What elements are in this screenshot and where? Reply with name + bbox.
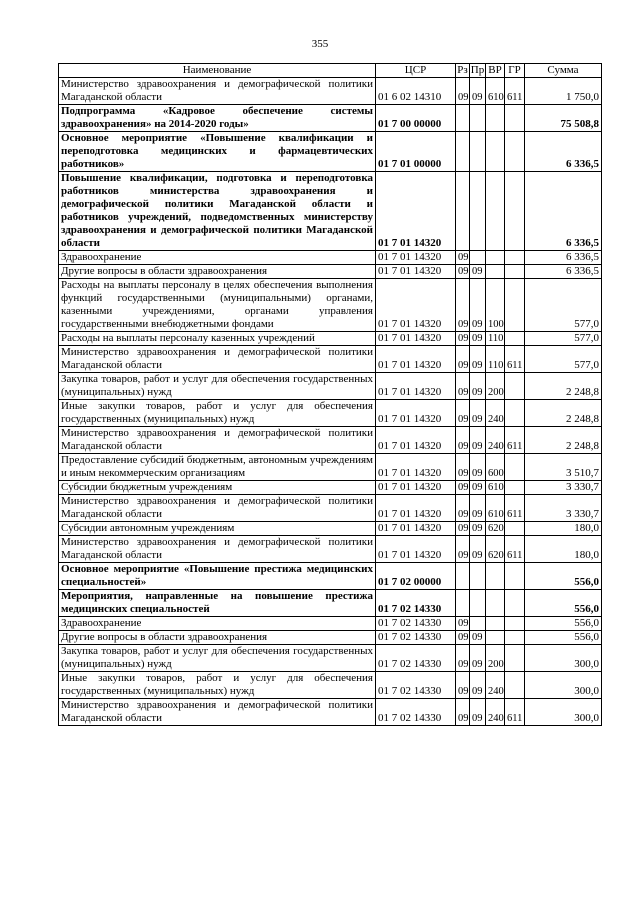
cell-name: Другие вопросы в области здравоохранения [59,631,376,645]
cell-vr: 240 [486,672,505,699]
cell-rz: 09 [456,699,470,726]
cell-rz [456,172,470,251]
cell-pr: 09 [470,631,486,645]
cell-gr [505,400,525,427]
cell-gr [505,332,525,346]
cell-sum: 6 336,5 [525,265,602,279]
cell-rz: 09 [456,332,470,346]
cell-gr: 611 [505,536,525,563]
cell-csr: 01 7 02 14330 [376,590,456,617]
table-row [59,536,602,563]
cell-csr: 01 7 01 14320 [376,481,456,495]
cell-csr: 01 7 02 14330 [376,672,456,699]
cell-sum: 577,0 [525,279,602,332]
cell-sum: 577,0 [525,346,602,373]
cell-rz: 09 [456,617,470,631]
cell-csr: 01 7 01 14320 [376,427,456,454]
cell-name: Расходы на выплаты персоналу казенных учреждений [59,332,376,346]
cell-sum: 300,0 [525,672,602,699]
cell-csr: 01 7 01 14320 [376,265,456,279]
cell-sum: 6 336,5 [525,172,602,251]
cell-csr: 01 7 02 14330 [376,645,456,672]
cell-vr [486,631,505,645]
cell-pr: 09 [470,481,486,495]
cell-rz: 09 [456,454,470,481]
cell-vr [486,132,505,172]
cell-csr: 01 7 01 14320 [376,522,456,536]
cell-name: Мероприятия, направленные на повышение престижа медицинских специальностей [59,590,376,617]
cell-vr: 200 [486,373,505,400]
cell-pr: 09 [470,373,486,400]
cell-gr [505,563,525,590]
table-row [59,563,602,590]
cell-vr: 600 [486,454,505,481]
table-row [59,332,602,346]
cell-gr [505,251,525,265]
cell-name: Подпрограмма «Кадровое обеспечение системы здравоохранения» на 2014-2020 годы» [59,105,376,132]
header-pr: Пр [470,64,485,76]
cell-gr: 611 [505,427,525,454]
cell-sum: 6 336,5 [525,251,602,265]
cell-name: Основное мероприятие «Повышение престижа медицинских специальностей» [59,563,376,590]
cell-pr: 09 [470,332,486,346]
table-row [59,373,602,400]
page-number: 355 [311,38,329,50]
cell-pr [470,172,486,251]
cell-name: Здравоохранение [59,617,376,631]
cell-sum: 3 330,7 [525,481,602,495]
table-row [59,454,602,481]
cell-pr: 09 [470,495,486,522]
cell-pr [470,590,486,617]
cell-sum: 2 248,8 [525,373,602,400]
cell-sum: 3 510,7 [525,454,602,481]
cell-vr [486,172,505,251]
cell-gr [505,454,525,481]
cell-rz: 09 [456,346,470,373]
cell-pr: 09 [470,522,486,536]
cell-rz [456,590,470,617]
cell-name: Предоставление субсидий бюджетным, автономным учреждениям и иным некоммерческим организациям [59,454,376,481]
cell-csr: 01 7 01 00000 [376,132,456,172]
cell-csr: 01 7 01 14320 [376,454,456,481]
cell-name: Другие вопросы в области здравоохранения [59,265,376,279]
cell-gr [505,265,525,279]
cell-pr: 09 [470,645,486,672]
cell-name: Министерство здравоохранения и демографической политики Магаданской области [59,346,376,373]
cell-gr: 611 [505,78,525,105]
cell-vr: 240 [486,699,505,726]
cell-csr: 01 7 00 00000 [376,105,456,132]
table-row [59,427,602,454]
cell-rz [456,105,470,132]
cell-gr [505,590,525,617]
cell-pr: 09 [470,400,486,427]
cell-csr: 01 7 02 14330 [376,699,456,726]
cell-gr [505,132,525,172]
cell-rz: 09 [456,631,470,645]
cell-vr: 240 [486,400,505,427]
table-row [59,279,602,332]
cell-gr [505,617,525,631]
table-row [59,617,602,631]
table-row [59,251,602,265]
cell-gr [505,105,525,132]
cell-rz: 09 [456,265,470,279]
cell-name: Субсидии бюджетным учреждениям [59,481,376,495]
cell-gr [505,373,525,400]
cell-rz: 09 [456,251,470,265]
cell-csr: 01 7 01 14320 [376,373,456,400]
cell-pr: 09 [470,699,486,726]
cell-csr: 01 7 02 14330 [376,617,456,631]
cell-rz [456,132,470,172]
cell-rz: 09 [456,400,470,427]
cell-vr: 610 [486,495,505,522]
cell-csr: 01 7 01 14320 [376,400,456,427]
cell-gr [505,279,525,332]
cell-vr: 110 [486,346,505,373]
cell-sum: 180,0 [525,536,602,563]
cell-gr [505,645,525,672]
cell-pr [470,105,486,132]
cell-pr [470,563,486,590]
cell-rz: 09 [456,373,470,400]
cell-rz: 09 [456,279,470,332]
cell-rz: 09 [456,645,470,672]
table-row [59,400,602,427]
cell-name: Повышение квалификации, подготовка и переподготовка работников министерства здравоохранения и демографической политики Магаданской области и работников учреждений, подведомственных министерству здравоохранения и демографической политики Магаданской области [59,172,376,251]
cell-vr [486,265,505,279]
cell-gr: 611 [505,699,525,726]
table-body [59,78,602,726]
cell-sum: 6 336,5 [525,132,602,172]
cell-vr: 620 [486,536,505,563]
cell-sum: 300,0 [525,645,602,672]
cell-rz: 09 [456,672,470,699]
cell-pr: 09 [470,279,486,332]
table-row [59,699,602,726]
table-row [59,346,602,373]
table-row [59,105,602,132]
cell-csr: 01 7 01 14320 [376,536,456,563]
cell-name: Основное мероприятие «Повышение квалификации и переподготовка медицинских и фармацевтических работников» [59,132,376,172]
cell-vr: 610 [486,78,505,105]
cell-csr: 01 7 01 14320 [376,251,456,265]
cell-rz: 09 [456,536,470,563]
cell-vr [486,590,505,617]
cell-name: Иные закупки товаров, работ и услуг для обеспечения государственных (муниципальных) нужд [59,672,376,699]
cell-gr [505,481,525,495]
cell-name: Субсидии автономным учреждениям [59,522,376,536]
cell-rz: 09 [456,522,470,536]
cell-rz: 09 [456,427,470,454]
cell-sum: 1 750,0 [525,78,602,105]
cell-pr: 09 [470,265,486,279]
header-gr: ГР [505,64,525,78]
table-row [59,672,602,699]
cell-sum: 2 248,8 [525,400,602,427]
cell-vr: 240 [486,427,505,454]
cell-sum: 556,0 [525,631,602,645]
cell-csr: 01 7 01 14320 [376,332,456,346]
cell-sum: 556,0 [525,617,602,631]
cell-vr: 200 [486,645,505,672]
cell-name: Закупка товаров, работ и услуг для обеспечения государственных (муниципальных) нужд [59,645,376,672]
table-row [59,132,602,172]
cell-rz: 09 [456,78,470,105]
table-header-row [59,64,602,78]
cell-csr: 01 7 01 14320 [376,279,456,332]
header-name: Наименование [59,64,376,78]
cell-vr [486,617,505,631]
cell-csr: 01 7 02 00000 [376,563,456,590]
cell-pr [470,617,486,631]
cell-name: Министерство здравоохранения и демографической политики Магаданской области [59,536,376,563]
header-rz: Рз [457,64,468,76]
cell-csr: 01 7 01 14320 [376,172,456,251]
cell-vr: 110 [486,332,505,346]
cell-pr [470,251,486,265]
cell-name: Расходы на выплаты персоналу в целях обеспечения выполнения функций государственными (муниципальными) органами, казенными учреждениями, органами управления государственными внебюджетными фондами [59,279,376,332]
cell-name: Закупка товаров, работ и услуг для обеспечения государственных (муниципальных) нужд [59,373,376,400]
cell-csr: 01 7 01 14320 [376,346,456,373]
table-row [59,78,602,105]
cell-sum: 180,0 [525,522,602,536]
cell-gr: 611 [505,495,525,522]
table-row [59,481,602,495]
cell-name: Министерство здравоохранения и демографической политики Магаданской области [59,427,376,454]
cell-sum: 556,0 [525,590,602,617]
cell-pr: 09 [470,672,486,699]
cell-vr: 610 [486,481,505,495]
header-vr: ВР [486,64,505,78]
table-row [59,645,602,672]
cell-csr: 01 7 01 14320 [376,495,456,522]
cell-sum: 577,0 [525,332,602,346]
cell-sum: 3 330,7 [525,495,602,522]
table-row [59,495,602,522]
cell-rz [456,563,470,590]
cell-vr [486,105,505,132]
cell-gr [505,631,525,645]
cell-vr [486,251,505,265]
cell-pr: 09 [470,454,486,481]
header-sum: Сумма [525,64,602,78]
cell-sum: 2 248,8 [525,427,602,454]
cell-pr [470,132,486,172]
table-row [59,631,602,645]
cell-gr: 611 [505,346,525,373]
cell-vr [486,563,505,590]
cell-pr: 09 [470,427,486,454]
cell-name: Министерство здравоохранения и демографической политики Магаданской области [59,699,376,726]
cell-name: Министерство здравоохранения и демографической политики Магаданской области [59,495,376,522]
table-row [59,172,602,251]
cell-vr: 100 [486,279,505,332]
cell-rz: 09 [456,495,470,522]
cell-csr: 01 7 02 14330 [376,631,456,645]
table-row [59,265,602,279]
header-csr: ЦСР [376,64,456,78]
cell-pr: 09 [470,346,486,373]
cell-name: Министерство здравоохранения и демографической политики Магаданской области [59,78,376,105]
cell-gr [505,672,525,699]
cell-csr: 01 6 02 14310 [376,78,456,105]
cell-gr [505,522,525,536]
table-row [59,590,602,617]
cell-vr: 620 [486,522,505,536]
cell-gr [505,172,525,251]
cell-pr: 09 [470,536,486,563]
cell-name: Здравоохранение [59,251,376,265]
budget-table [58,63,602,726]
cell-sum: 556,0 [525,563,602,590]
table-row [59,522,602,536]
cell-sum: 300,0 [525,699,602,726]
cell-rz: 09 [456,481,470,495]
cell-name: Иные закупки товаров, работ и услуг для обеспечения государственных (муниципальных) нужд [59,400,376,427]
cell-pr: 09 [470,78,486,105]
cell-sum: 75 508,8 [525,105,602,132]
